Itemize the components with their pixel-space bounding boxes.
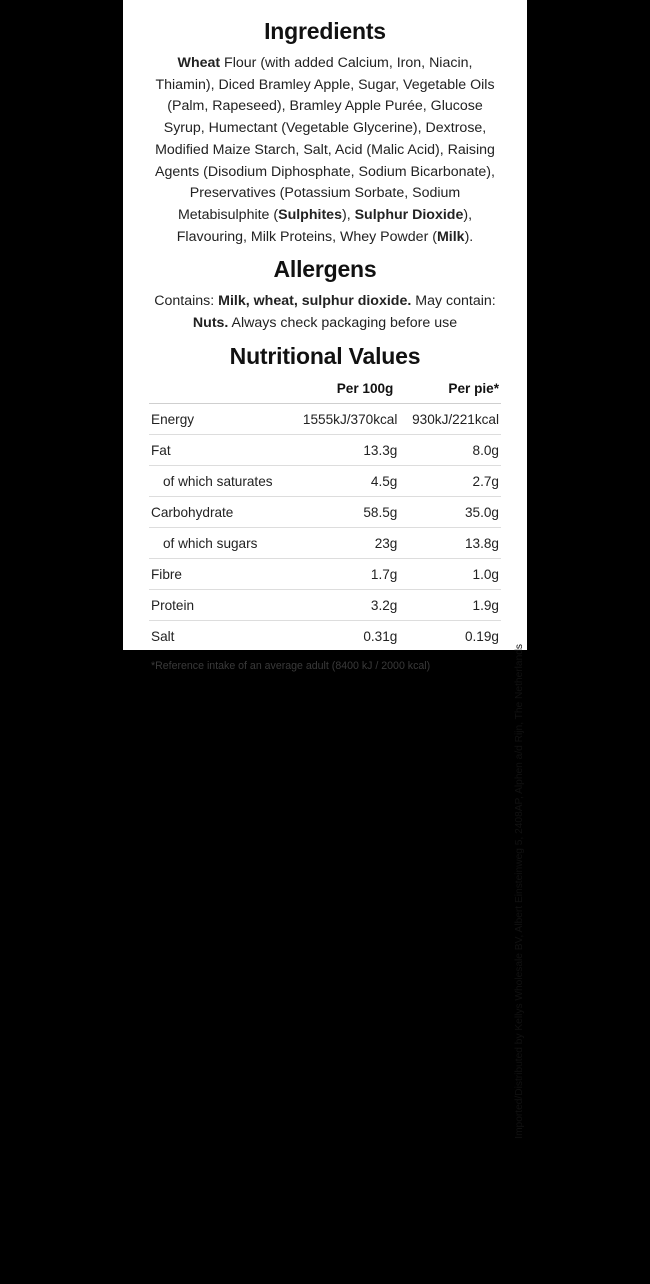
table-header-row [149,378,501,404]
importer-distributor-note: Imported/Distributed by Kellys Wholesale BV, Albert Einsteinweg 5, 2408AP, Alphen a/d Rijn, The Netherlands [514,644,525,1139]
nutrient-label: of which saturates [149,465,289,496]
nutrient-label: Energy [149,403,289,434]
value-per-pie: 13.8g [399,527,501,558]
value-per-100g: 0.31g [289,620,399,651]
table-row [149,558,501,589]
nutrient-label: Fat [149,434,289,465]
value-per-pie: 0.19g [399,620,501,651]
nutrition-table-body [149,403,501,651]
value-per-100g: 58.5g [289,496,399,527]
nutrition-table-header [149,378,501,404]
value-per-100g: 13.3g [289,434,399,465]
table-row [149,403,501,434]
value-per-pie: 35.0g [399,496,501,527]
value-per-pie: 8.0g [399,434,501,465]
value-per-100g: 23g [289,527,399,558]
value-per-100g: 1555kJ/370kcal [289,403,399,434]
column-header-per-100g: Per 100g [336,380,394,396]
table-row [149,620,501,651]
nutrition-footnote: *Reference intake of an average adult (8400 kJ / 2000 kcal) [151,659,431,672]
column-header-nutrient [149,378,289,404]
allergens-text: Contains: Milk, wheat, sulphur dioxide. May contain: Nuts. Always check packaging before use [154,293,496,332]
table-row [149,589,501,620]
side-note-container [503,0,527,1139]
column-header-per-pie: Per pie* [448,380,499,396]
nutrient-label: Salt [149,620,289,651]
product-label-panel [123,0,527,1139]
table-row [149,527,501,558]
value-per-pie: 1.0g [399,558,501,589]
allergens-heading: Allergens [273,256,377,283]
nutrient-label: Fibre [149,558,289,589]
nutrient-label: Carbohydrate [149,496,289,527]
nutrition-table [149,378,501,651]
label-content [149,18,501,672]
ingredients-heading: Ingredients [264,18,386,44]
nutrition-heading: Nutritional Values [229,342,421,369]
value-per-pie: 1.9g [399,589,501,620]
value-per-pie: 930kJ/221kcal [399,403,501,434]
value-per-pie: 2.7g [399,465,501,496]
value-per-100g: 4.5g [289,465,399,496]
value-per-100g: 3.2g [289,589,399,620]
nutrient-label: of which sugars [149,527,289,558]
table-row [149,496,501,527]
ingredients-text: Wheat Flour (with added Calcium, Iron, Niacin, Thiamin), Diced Bramley Apple, Sugar, Vegetable Oils (Palm, Rapeseed), Bramley Apple Purée, Glucose Syrup, Humectant (Vegetable Glycerine), Dextrose, Modified Maize Starch, Salt, Acid (Malic Acid), Raising Agents (Disodium Diphosphate, Sodium Bicarbonate), Preservatives (Potassium Sorbate, Sodium Metabisulphite (Sulphites), Sulphur Dioxide), Flavouring, Milk Proteins, Whey Powder (Milk). [155,55,495,245]
value-per-100g: 1.7g [289,558,399,589]
table-row [149,434,501,465]
nutrient-label: Protein [149,589,289,620]
table-row [149,465,501,496]
